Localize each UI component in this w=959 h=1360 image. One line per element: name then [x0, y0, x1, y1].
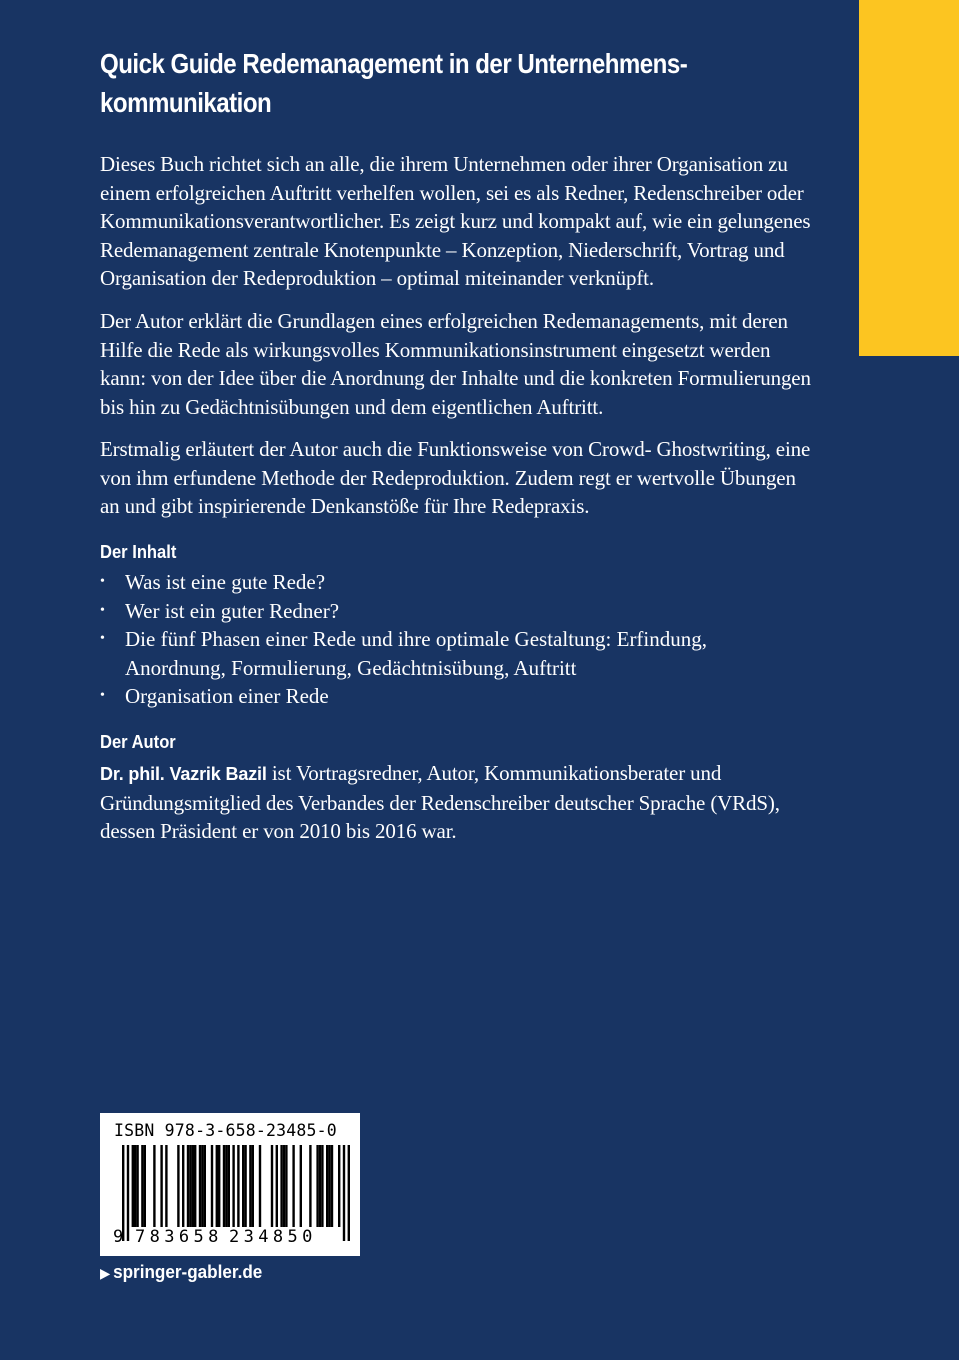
website-text: springer-gabler.de [113, 1262, 263, 1282]
barcode-bar [321, 1145, 323, 1227]
barcode-bar [249, 1145, 251, 1227]
bullet-icon: • [100, 602, 105, 618]
barcode-bar [199, 1145, 201, 1227]
barcode-bar [228, 1145, 230, 1227]
barcode-bar [300, 1145, 302, 1227]
barcode-bar [165, 1145, 167, 1227]
title-line: kommunikation [100, 87, 272, 118]
author-bio-text: ist Vortragsredner, Autor, Kommunikationsberater und Gründungsmitglied des Verbandes der Redenschreiber deutscher Sprache (VRdS), dessen Präsident er von 2010 bis 2016 war. [100, 761, 780, 844]
barcode-bar [204, 1145, 206, 1227]
barcode-bar [244, 1145, 246, 1227]
barcode-bar [285, 1145, 287, 1227]
barcode-bar [328, 1145, 330, 1227]
bullet-icon: • [100, 574, 105, 589]
barcode-bar [192, 1145, 194, 1227]
barcode-bar [127, 1145, 129, 1241]
barcode-bar [187, 1145, 189, 1227]
title-line: Quick Guide Redemanagement in der Unternehmens- [100, 48, 688, 79]
description-paragraph: Erstmalig erläutert der Autor auch die Funktionsweise von Crowd- Ghostwriting, eine von ihm erfundene Methode der Redeproduktion. Zudem regt er wertvolle Übungen an und gibt inspirierende Denkanstöße für Ihre Redepraxis. [100, 437, 811, 519]
barcode-bar [132, 1145, 134, 1227]
barcode-bar [280, 1145, 282, 1227]
list-item-text: Die fünf Phasen einer Rede und ihre optimale Gestaltung: Erfindung, Anordnung, Formulierung, Gedächtnisübung, Auftritt [125, 627, 708, 680]
barcode-bar [271, 1145, 273, 1227]
list-item [100, 568, 790, 597]
barcode-bar [201, 1145, 203, 1227]
list-item-text: Organisation einer Rede [125, 684, 329, 709]
barcode-bar [189, 1145, 191, 1227]
description-paragraph: Dieses Buch richtet sich an alle, die ihrem Unternehmen oder ihrer Organisation zu einem erfolgreichen Auftritt verhelfen wollen, sei es als Redner, Redenschreiber oder Kommunikationsverantwortlicher. Es zeigt kurz und kompakt auf, wie ein gelungenes Redemanagement zentrale Knotenpunkte – Konzeption, Niederschrift, Vortrag und Organisation der Redeproduktion – optimal miteinander verknüpft. [100, 152, 811, 291]
list-item-text: Wer ist ein guter Redner? [125, 598, 340, 623]
author-heading: Der Autor [100, 732, 176, 752]
barcode-bar [225, 1145, 227, 1227]
contents-heading: Der Inhalt [100, 542, 177, 562]
list-item [100, 682, 790, 711]
ean-right-digits: 234850 [229, 1227, 317, 1247]
barcode-bar [153, 1145, 155, 1227]
barcode-bar [136, 1145, 138, 1227]
isbn-label: ISBN 978-3-658-23485-0 [114, 1121, 337, 1140]
barcode-bar [144, 1145, 146, 1227]
ean-left-digits: 783658 [135, 1227, 223, 1247]
barcode-bar [338, 1145, 340, 1227]
publisher-website[interactable] [100, 1262, 262, 1283]
book-title [100, 44, 719, 122]
back-cover-content [100, 44, 815, 844]
barcode-bar [160, 1145, 162, 1227]
barcode-bar [182, 1145, 184, 1227]
barcode-bar [216, 1145, 218, 1227]
ean-first-digit: 9 [113, 1227, 124, 1247]
author-name: Dr. phil. Vazrik Bazil [100, 764, 267, 784]
barcode-bar [292, 1145, 294, 1227]
barcode-bar [177, 1145, 179, 1227]
barcode-bar [283, 1145, 285, 1227]
barcode-bar [141, 1145, 143, 1227]
barcode-bar [194, 1145, 196, 1227]
contents-list [100, 568, 790, 711]
barcode-bar [316, 1145, 318, 1227]
description-paragraph: Der Autor erklärt die Grundlagen eines erfolgreichen Redemanagements, mit deren Hilfe die Rede als wirkungsvolles Kommunikationsinstrument eingesetzt werden kann: von der Idee über die Anordnung der Inhalte und die konkreten Formulierungen bis hin zu Gedächtnisübungen und dem eigentlichen Auftritt. [100, 309, 811, 419]
list-item-text: Was ist eine gute Rede? [125, 570, 326, 594]
list-item [100, 625, 790, 682]
barcode-bar [252, 1145, 254, 1227]
author-bio [100, 759, 815, 846]
barcode-bar [259, 1145, 261, 1227]
barcode-bar [331, 1145, 333, 1227]
barcode-bar [218, 1145, 220, 1227]
yellow-accent-bar [859, 0, 959, 356]
barcode-bar [223, 1145, 225, 1227]
barcode-bar [348, 1145, 350, 1241]
barcode-bar [276, 1145, 278, 1227]
barcode-bar [326, 1145, 328, 1227]
barcode-bar [242, 1145, 244, 1227]
bullet-icon: • [100, 631, 105, 647]
barcode-bar [343, 1145, 345, 1241]
barcode-bar [319, 1145, 321, 1227]
barcode-bar [309, 1145, 311, 1227]
bullet-icon: • [100, 688, 105, 704]
play-arrow-icon: ▶ [100, 1265, 111, 1281]
barcode-bar [211, 1145, 213, 1227]
isbn-barcode [100, 1113, 360, 1256]
list-item [100, 597, 790, 626]
barcode-bar [134, 1145, 136, 1227]
